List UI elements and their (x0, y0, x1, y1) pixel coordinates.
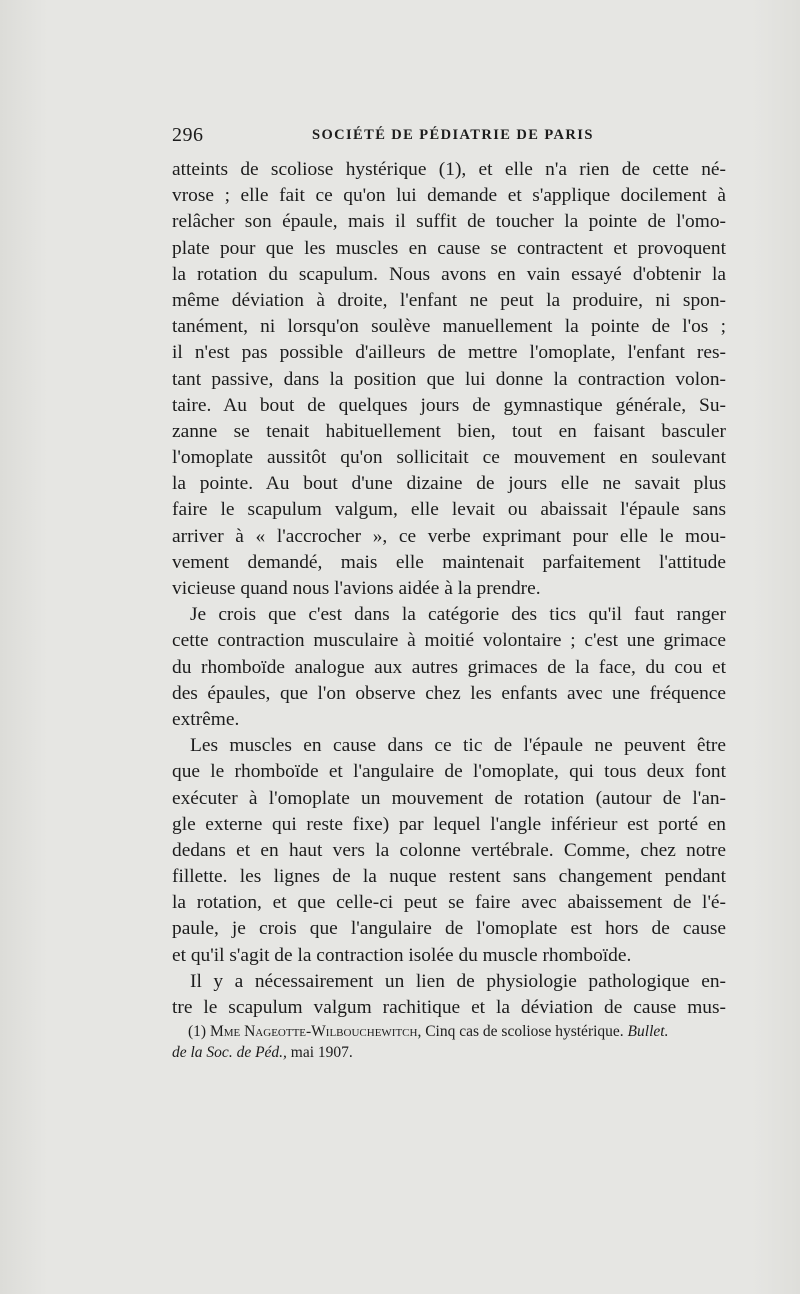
text-line: tre le scapulum valgum rachitique et la déviation de cause mus- (172, 997, 726, 1018)
footnote-marker: (1) (188, 1023, 207, 1040)
footnote-date: mai 1907. (290, 1044, 353, 1061)
text-line: dedans et en haut vers la colonne vertébrale. Comme, chez notre (172, 839, 726, 861)
text-line: exécuter à l'omoplate un mouvement de rotation (autour de l'an- (172, 787, 726, 809)
text-line: des épaules, que l'on observe chez les enfants avec une fréquence (172, 682, 726, 704)
body-text (172, 157, 726, 1021)
footnote-title: Cinq cas de scoliose hystérique. (425, 1023, 624, 1040)
footnote-line (172, 1021, 726, 1042)
text-line: vrose ; elle fait ce qu'on lui demande et s'applique docilement à (172, 185, 726, 207)
text-line: vement demandé, mais elle maintenait parfaitement l'attitude (172, 551, 726, 573)
text-line: que le rhomboïde et l'angulaire de l'omoplate, qui tous deux font (172, 761, 726, 783)
text-line: tanément, ni lorsqu'on soulève manuellement la pointe de l'os ; (172, 316, 726, 338)
page-header (172, 124, 726, 150)
text-line: vicieuse quand nous l'avions aidée à la prendre. (172, 578, 541, 599)
text-line: il n'est pas possible d'ailleurs de mettre l'omoplate, l'enfant res- (172, 342, 726, 364)
text-line: l'omoplate aussitôt qu'on sollicitait ce mouvement en soulevant (172, 447, 726, 469)
footnote-line (172, 1042, 726, 1063)
text-line: faire le scapulum valgum, elle levait ou abaissait l'épaule sans (172, 499, 726, 521)
text-line: taire. Au bout de quelques jours de gymnastique générale, Su- (172, 394, 726, 416)
text-line: cette contraction musculaire à moitié volontaire ; c'est une grimace (172, 630, 726, 652)
text-line: relâcher son épaule, mais il suffit de toucher la pointe de l'omo- (172, 211, 726, 233)
text-line: atteints de scoliose hystérique (1), et elle n'a rien de cette né- (172, 159, 726, 180)
text-line: la pointe. Au bout d'une dizaine de jours elle ne savait plus (172, 473, 726, 495)
text-line: plate pour que les muscles en cause se contractent et provoquent (172, 237, 726, 259)
running-head: SOCIÉTÉ DE PÉDIATRIE DE PARIS (312, 127, 594, 143)
text-line: arriver à « l'accrocher », ce verbe exprimant pour elle le mou- (172, 525, 726, 547)
text-line: Il y a nécessairement un lien de physiologie pathologique en- (190, 970, 726, 992)
text-line: la rotation du scapulum. Nous avons en vain essayé d'obtenir la (172, 263, 726, 285)
text-line: même déviation à droite, l'enfant ne peut la produire, ni spon- (172, 289, 726, 311)
page-number: 296 (172, 124, 204, 146)
text-line: tant passive, dans la position que lui donne la contraction volon- (172, 368, 726, 390)
text-line: fillette. les lignes de la nuque restent sans changement pendant (172, 866, 726, 888)
footnote-journal-cont: de la Soc. de Péd., (172, 1044, 287, 1061)
text-line: Je crois que c'est dans la catégorie des tics qu'il faut ranger (190, 604, 726, 626)
footnote-author: Mme Nageotte-Wilbouchewitch, (209, 1023, 422, 1040)
text-line: du rhomboïde analogue aux autres grimaces de la face, du cou et (172, 656, 726, 678)
footnote-journal: Bullet. (627, 1023, 669, 1040)
text-line: Les muscles en cause dans ce tic de l'épaule ne peuvent être (190, 735, 726, 757)
text-line: la rotation, et que celle-ci peut se faire avec abaissement de l'é- (172, 892, 726, 914)
text-line: paule, je crois que l'angulaire de l'omoplate est hors de cause (172, 918, 726, 940)
text-line: zanne se tenait habituellement bien, tout en faisant basculer (172, 420, 726, 442)
text-line: extrême. (172, 708, 240, 730)
text-line: et qu'il s'agit de la contraction isolée du muscle rhomboïde. (172, 944, 632, 966)
text-line: gle externe qui reste fixe) par lequel l'angle inférieur est porté en (172, 813, 726, 835)
footnote (172, 1021, 726, 1063)
